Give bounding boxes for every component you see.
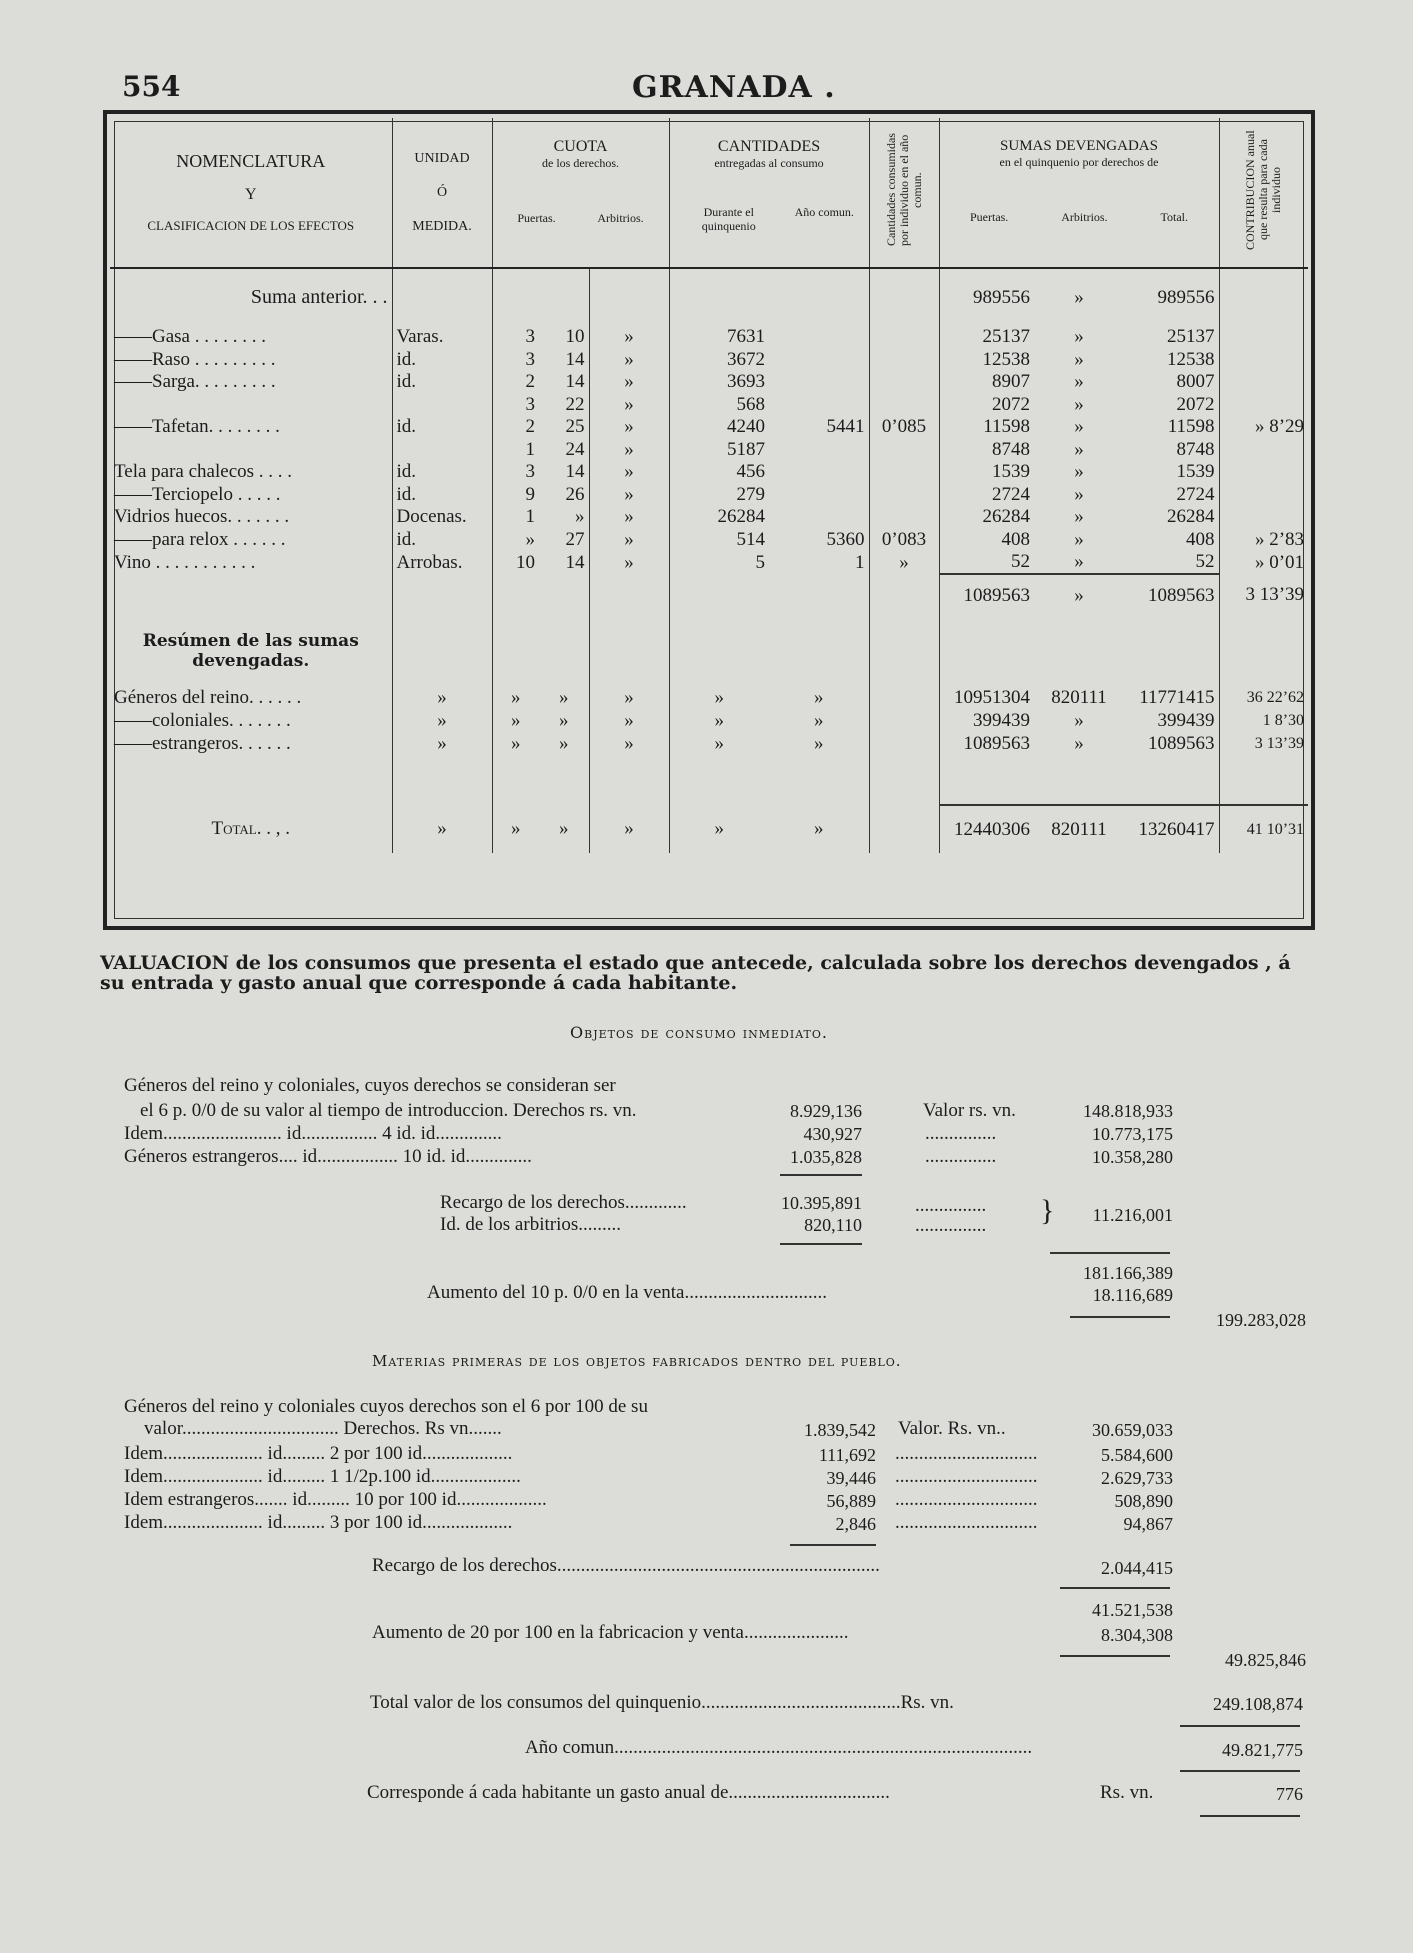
table-cell: ——estrangeros. . . . . .: [110, 732, 392, 755]
table-cell: 820111: [1051, 686, 1107, 708]
table-cell: Docenas.: [392, 506, 492, 529]
table-row: [110, 506, 1308, 529]
table-cell: »: [869, 551, 939, 574]
table-cell: id.: [392, 371, 492, 394]
materias-cell: ..............................: [895, 1489, 1038, 1510]
text-line: Recargo de los derechos.............: [440, 1192, 687, 1213]
value: 49.825,846: [1225, 1650, 1306, 1670]
table-cell: »: [714, 732, 725, 754]
header-nomenclatura: NOMENCLATURA Y CLASIFICACION DE LOS EFECTOS: [110, 118, 392, 268]
valuacion-title: VALUACION de los consumos que presenta el estado que antecede, calculada sobre los derechos devengados , á su entrada y gasto anual que corresponde á cada habitante.: [100, 952, 1291, 994]
table-cell: 4240: [727, 416, 766, 438]
row-suma-anterior: Suma anterior. . . 989556 » 989556: [110, 268, 1308, 326]
table-cell: 7631: [727, 326, 766, 348]
table-cell: 2: [525, 371, 535, 393]
table-cell: 3: [525, 326, 535, 348]
table-cell: »: [511, 709, 521, 731]
table-cell: »: [392, 732, 492, 755]
materias-cell: Idem..................... id......... 1 1/2p.100 id...................: [124, 1466, 521, 1487]
table-cell: »: [525, 528, 535, 550]
table-cell: [769, 461, 869, 484]
table-row: [110, 461, 1308, 484]
table-cell: id.: [392, 416, 492, 439]
table-cell: 5187: [727, 438, 766, 460]
table-cell: 1539: [1124, 461, 1219, 484]
table-cell: [1219, 484, 1308, 507]
text-line: Año comun........................................................................................: [525, 1737, 1033, 1758]
table-cell: »: [511, 732, 521, 754]
text-line: Recargo de los derechos....................................................................: [372, 1555, 880, 1576]
value: 41.521,538: [1092, 1600, 1173, 1620]
value: 30.659,033: [1092, 1420, 1173, 1440]
table-cell: [869, 371, 939, 394]
table-cell: [1219, 371, 1308, 394]
table-cell: 27: [539, 529, 589, 552]
value: 8.304,308: [1101, 1625, 1173, 1645]
table-cell: 0’083: [869, 529, 939, 552]
table-cell: [869, 439, 939, 462]
text-line: Aumento de 20 por 100 en la fabricacion y venta......................: [372, 1622, 849, 1643]
value: 18.116,689: [1092, 1285, 1173, 1305]
table-cell: 10: [539, 326, 589, 349]
resumen-row: [110, 732, 1308, 755]
table-cell: 26284: [982, 506, 1031, 528]
value: 820,110: [804, 1215, 862, 1235]
table-cell: 12538: [1124, 349, 1219, 372]
text-line: Géneros estrangeros.... id................. 10 id. id..............: [124, 1146, 532, 1167]
table-cell: »: [589, 416, 669, 439]
table-cell: »: [392, 709, 492, 732]
table-cell: 1 8’30: [1262, 711, 1305, 729]
materias-cell: Idem..................... id......... 2 por 100 id...................: [124, 1443, 513, 1464]
table-row: [110, 326, 1308, 349]
header-cantidades-individuo: Cantidades consumidas por individuo en el año comun.: [869, 118, 939, 268]
table-row: [110, 529, 1308, 552]
table-cell: [769, 439, 869, 462]
table-cell: 3693: [727, 371, 766, 393]
table-cell: [769, 506, 869, 529]
table-cell: 3: [525, 348, 535, 370]
table-cell: 11598: [1124, 416, 1219, 439]
document-page: 554 GRANADA . NOMENCLATURA Y CLASIFICACION DE LOS EFECTOS UNIDAD Ó MEDIDA. CUOTA de los derechos. Puertas. Arbitrios. CANTIDADES entregadas al consumo Durante el quinquenio Año comun. Cantidades consumidas por individuo en el año comun. SUMAS DEVENGADAS en el quinquenio por derechos de Puertas. Arbitrios. Total. CONTRIBUCION anual que resulta para cada individuo Suma anterior. . . 989556 » 989556 ——Gasa . . . . . . . . Varas. 3 10 » 7631 25137 » 25137 ——Raso . . . . . . . . . id. 3 14 » 3672 12538 » 12538 ——Sarga. . . . . . . . . id. 2 14 » 3693 8907 » 8007 3 22 » 568 2072 » 2072 ——Tafetan. . . . . . . . id. 2 25 » 4240 5441 0’085 11598 » 11598 » 8’29 1 24 » 5187 8748 » 8748 Tela para chalecos . . . . id. 3 14 » 456 1539 » 1539 ——Terciopelo . . . . . id. 9 26 » 279 2724 » 2724 Vidrios huecos. . . . . . . Docenas. 1 » » 26284 26284 » 26284 ——para relox . . . . . . id. » 27 » 514 5360 0’083 408 » 408 » 2’83 Vino . . . . . . . . . . . Arrobas. 10 14 » 5 1 » 52 » 52 » 0’01 1089563 » 1089563 3 13’39 Resúmen de las sumas devengadas. Géneros del reino. . . . . . » » » » » » 10951304 820111 11771415 36 22’62 ——coloniales. . . . . . . » » » » » » 399439 » 399439 1 8’30 ——estrangeros. . . . . . » » » » » » 1089563 » 1089563 3 13’39 Total. . , . » » » » » » 12440306 820111 13260417 41 10’31 VALUACION de los consumos que presenta el estado que antecede, calculada sobre los derechos devengados , á su entrada y gasto anual que corresponde á cada habitante. Objetos de consumo inmediato. Géneros del reino y coloniales, cuyos derechos se consideran ser el 6 p. 0/0 de su valor al tiempo de introduccion. Derechos rs. vn. 8.929,136 Valor rs. vn. 148.818,933 Idem......................... id................ 4 id. id.............. 430,927 ............... 10.773,175 Géneros estrangeros.... id................. 10 id. id.............. 1.035,828 ............... 10.358,280 Recargo de los derechos............. 10.395,891 Id. de los arbitrios......... 820,110 ............... ............... } 11.216,001 181.166,389 Aumento del 10 p. 0/0 en la venta.............................. 18.116,689 199.283,028 Materias primeras de los objetos fabricados dentro del pueblo. Géneros del reino y coloniales cuyos derechos son el 6 por 100 de su valor................................. Derechos. Rs vn....... 1.839,542 Valor. Rs. vn.. 30.659,033 Idem..................... id......... 2 por 100 id................... 111,692 .............................. 5.584,600 Idem..................... id......... 1 1/2p.100 id................... 39,446 .............................. 2.629,733 Idem estrangeros....... id......... 10 por 100 id................... 56,889 .............................. 508,890 Idem..................... id......... 3 por 100 id................... 2,846 .............................. 94,867 Recargo de los derechos.................................................................... 2.044,415 41.521,538 Aumento de 20 por 100 en la fabricacion y venta...................... 8.304,308 49.825,846 Total valor de los consumos del quinquenio..........................................Rs. vn. 249.108,874 Año comun........................................................................................ 49.821,775 Corresponde á cada habitante un gasto anual de.................................. Rs. vn. 776: [0, 0, 1413, 1953]
table-cell: 8007: [1124, 371, 1219, 394]
table-cell: »: [539, 686, 589, 709]
table-cell: 3: [525, 393, 535, 415]
table-cell: »: [1074, 416, 1084, 438]
table-cell: »: [589, 732, 669, 755]
table-cell: [110, 394, 392, 417]
table-cell: »: [392, 686, 492, 709]
table-cell: 52: [1124, 551, 1219, 574]
table-row: [110, 349, 1308, 372]
table-cell: »: [589, 461, 669, 484]
materias-cell: 56,889: [826, 1491, 876, 1511]
table-cell: 408: [1124, 529, 1219, 552]
table-row: [110, 394, 1308, 417]
table-cell: » 2’83: [1254, 528, 1305, 550]
table-cell: [869, 461, 939, 484]
table-cell: 1539: [992, 461, 1031, 483]
table-cell: 2724: [992, 483, 1031, 505]
value: 148.818,933: [1083, 1101, 1173, 1121]
table-cell: »: [1074, 461, 1084, 483]
table-cell: Tela para chalecos . . . .: [110, 461, 392, 484]
table-cell: ——Tafetan. . . . . . . .: [110, 416, 392, 439]
text-line: Valor rs. vn.: [923, 1100, 1016, 1121]
row-resumen-title: Resúmen de las sumas devengadas.: [110, 616, 1308, 686]
value: 49.821,775: [1222, 1740, 1303, 1760]
table-cell: [110, 439, 392, 462]
table-cell: Arrobas.: [392, 551, 492, 574]
section-materias-primeras: Materias primeras de los objetos fabricados dentro del pueblo.: [372, 1352, 902, 1370]
header-cantidades: CANTIDADES entregadas al consumo Durante el quinquenio Año comun.: [669, 118, 869, 268]
table-cell: 3 13’39: [1254, 734, 1305, 752]
table-cell: 10: [516, 551, 535, 573]
table-cell: »: [589, 439, 669, 462]
table-row: [110, 416, 1308, 439]
table-cell: »: [1074, 348, 1084, 370]
table-cell: 14: [539, 349, 589, 372]
table-cell: [769, 371, 869, 394]
table-cell: »: [589, 394, 669, 417]
table-cell: [1219, 461, 1308, 484]
table-cell: 8748: [992, 438, 1031, 460]
table-cell: Vino . . . . . . . . . . .: [110, 551, 392, 574]
table-cell: 408: [1001, 528, 1031, 550]
consumption-table: [110, 118, 1308, 853]
table-cell: 11771415: [1124, 686, 1219, 709]
table-cell: »: [1074, 551, 1084, 572]
text-line: Rs. vn.: [1100, 1782, 1154, 1803]
text-line: el 6 p. 0/0 de su valor al tiempo de introduccion. Derechos rs. vn.: [140, 1100, 637, 1121]
table-cell: 279: [736, 483, 766, 505]
table-cell: 14: [539, 461, 589, 484]
value: 181.166,389: [1083, 1263, 1173, 1283]
table-cell: »: [714, 686, 725, 708]
text-line: Géneros del reino y coloniales, cuyos derechos se consideran ser: [124, 1075, 616, 1096]
table-cell: 26284: [717, 506, 766, 528]
table-cell: 5: [755, 551, 766, 573]
table-cell: 10951304: [954, 686, 1031, 708]
table-cell: 568: [736, 393, 766, 415]
table-cell: »: [539, 506, 589, 529]
dots: ...............: [915, 1195, 987, 1216]
dots: ...............: [925, 1146, 997, 1167]
table-cell: 26: [539, 484, 589, 507]
table-cell: 5360: [769, 529, 869, 552]
text-line: Idem......................... id................ 4 id. id..............: [124, 1123, 502, 1144]
table-cell: ——Gasa . . . . . . . .: [110, 326, 392, 349]
table-cell: 1: [769, 551, 869, 574]
header-contribucion: CONTRIBUCION anual que resulta para cada individuo: [1219, 118, 1308, 268]
table-cell: »: [539, 709, 589, 732]
materias-cell: 94,867: [1123, 1514, 1173, 1534]
value: 10.395,891: [781, 1193, 862, 1213]
value: 8.929,136: [790, 1101, 862, 1121]
table-cell: 14: [539, 551, 589, 574]
resumen-row: [110, 686, 1308, 709]
table-cell: [869, 484, 939, 507]
header-cuota: CUOTA de los derechos. Puertas. Arbitrios.: [492, 118, 669, 268]
value: 11.216,001: [1092, 1205, 1173, 1225]
materias-cell: Idem estrangeros....... id......... 10 por 100 id...................: [124, 1489, 547, 1510]
table-cell: »: [539, 732, 589, 755]
table-cell: 25137: [982, 326, 1031, 348]
table-cell: 8907: [992, 371, 1031, 393]
table-cell: [1219, 349, 1308, 372]
table-cell: ——coloniales. . . . . . .: [110, 709, 392, 732]
table-cell: [869, 709, 939, 732]
materias-cell: 508,890: [1114, 1491, 1173, 1511]
table-cell: »: [511, 686, 521, 708]
table-cell: 514: [736, 528, 766, 550]
table-cell: 2072: [992, 393, 1031, 415]
resumen-row: [110, 709, 1308, 732]
value: 430,927: [803, 1124, 862, 1144]
table-cell: 52: [1011, 551, 1031, 572]
table-cell: [869, 394, 939, 417]
text-line: Aumento del 10 p. 0/0 en la venta..............................: [427, 1282, 827, 1303]
table-cell: [869, 349, 939, 372]
materias-cell: 39,446: [826, 1468, 876, 1488]
table-cell: »: [769, 732, 869, 755]
table-cell: »: [769, 709, 869, 732]
table-cell: id.: [392, 484, 492, 507]
table-cell: 5441: [769, 416, 869, 439]
table-cell: [869, 732, 939, 755]
materias-cell: 2.629,733: [1101, 1468, 1173, 1488]
table-cell: 3: [525, 461, 535, 483]
table-cell: »: [1074, 732, 1084, 754]
table-cell: ——Sarga. . . . . . . . .: [110, 371, 392, 394]
table-cell: [869, 326, 939, 349]
resumen-body: [110, 686, 1308, 755]
table-cell: 25: [539, 416, 589, 439]
table-cell: id.: [392, 461, 492, 484]
table-cell: [769, 326, 869, 349]
table-cell: [769, 394, 869, 417]
value: 1.035,828: [790, 1147, 862, 1167]
section-consumo-inmediato: Objetos de consumo inmediato.: [570, 1023, 828, 1042]
table-cell: »: [1074, 528, 1084, 550]
table-cell: id.: [392, 349, 492, 372]
text-line: Géneros del reino y coloniales cuyos derechos son el 6 por 100 de su: [124, 1396, 648, 1417]
value: 2.044,415: [1101, 1558, 1173, 1578]
table-cell: ——Raso . . . . . . . . .: [110, 349, 392, 372]
row-total: Total. . , . » » » » » » 12440306 820111 13260417 41 10’31: [110, 805, 1308, 853]
page-title: GRANADA .: [632, 70, 836, 105]
row-spacer: [110, 755, 1308, 805]
table-cell: »: [589, 349, 669, 372]
page-number: 554: [122, 70, 181, 103]
header-unidad: UNIDAD Ó MEDIDA.: [392, 118, 492, 268]
table-cell: 1089563: [1124, 732, 1219, 755]
text-line: valor................................. Derechos. Rs vn.......: [144, 1418, 502, 1439]
table-cell: 1: [525, 438, 535, 460]
table-cell: 25137: [1124, 326, 1219, 349]
table-cell: id.: [392, 529, 492, 552]
table-cell: »: [1074, 506, 1084, 528]
text-line: Corresponde á cada habitante un gasto anual de..................................: [367, 1782, 890, 1803]
header-sumas: SUMAS DEVENGADAS en el quinquenio por derechos de Puertas. Arbitrios. Total.: [939, 118, 1219, 268]
table-cell: 2072: [1124, 394, 1219, 417]
table-cell: »: [1074, 483, 1084, 505]
table-cell: 36 22’62: [1246, 688, 1305, 706]
materias-cell: ..............................: [895, 1443, 1038, 1464]
table-cell: »: [1074, 709, 1084, 731]
table-cell: »: [769, 686, 869, 709]
table-cell: 399439: [1124, 709, 1219, 732]
materias-cell: Idem..................... id......... 3 por 100 id...................: [124, 1512, 513, 1533]
table-cell: »: [589, 709, 669, 732]
table-cell: 14: [539, 371, 589, 394]
table-cell: Vidrios huecos. . . . . . .: [110, 506, 392, 529]
table-cell: »: [589, 506, 669, 529]
materias-cell: 2,846: [835, 1514, 876, 1534]
table-cell: »: [589, 371, 669, 394]
table-cell: [1219, 394, 1308, 417]
table-cell: » 8’29: [1254, 416, 1305, 438]
table-cell: 11598: [983, 416, 1031, 438]
table-cell: »: [1074, 393, 1084, 415]
table-cell: »: [1074, 326, 1084, 348]
table-cell: [392, 439, 492, 462]
table-cell: [769, 349, 869, 372]
table-cell: 2724: [1124, 484, 1219, 507]
table-cell: 26284: [1124, 506, 1219, 529]
value: 776: [1276, 1784, 1303, 1804]
table-cell: 1089563: [963, 732, 1031, 754]
table-cell: »: [589, 484, 669, 507]
table-cell: ——para relox . . . . . .: [110, 529, 392, 552]
table-cell: »: [1074, 371, 1084, 393]
text-line: Id. de los arbitrios.........: [440, 1214, 622, 1235]
value: 199.283,028: [1216, 1310, 1306, 1330]
table-cell: ——Terciopelo . . . . .: [110, 484, 392, 507]
table-cell: [869, 506, 939, 529]
table-cell: »: [1074, 438, 1084, 460]
dots: ...............: [915, 1215, 987, 1236]
table-cell: 3672: [727, 348, 766, 370]
dots: ...............: [925, 1123, 997, 1144]
table-cell: »: [714, 709, 725, 731]
table-cell: »: [589, 551, 669, 574]
table-row: [110, 484, 1308, 507]
table-cell: »: [589, 326, 669, 349]
value: 1.839,542: [804, 1420, 876, 1440]
materias-cell: 111,692: [818, 1445, 876, 1465]
text-line: Total valor de los consumos del quinquenio..........................................Rs. vn.: [370, 1692, 954, 1713]
table-cell: 8748: [1124, 439, 1219, 462]
table-body: [110, 326, 1308, 574]
table-cell: 456: [736, 461, 766, 483]
table-cell: 1: [525, 506, 535, 528]
table-cell: Varas.: [392, 326, 492, 349]
value: 10.773,175: [1092, 1124, 1173, 1144]
table-cell: » 0’01: [1254, 551, 1305, 573]
table-cell: »: [589, 529, 669, 552]
table-cell: Géneros del reino. . . . . .: [110, 686, 392, 709]
value: 249.108,874: [1213, 1694, 1303, 1714]
table-cell: [869, 686, 939, 709]
table-cell: [1219, 506, 1308, 529]
table-row: [110, 551, 1308, 574]
row-subtotal: 1089563 » 1089563 3 13’39: [110, 574, 1308, 616]
table-cell: 12538: [982, 348, 1031, 370]
table-cell: 24: [539, 439, 589, 462]
text-line: Valor. Rs. vn..: [898, 1418, 1006, 1439]
materias-cell: 5.584,600: [1101, 1445, 1173, 1465]
table-cell: [769, 484, 869, 507]
table-row: [110, 439, 1308, 462]
table-row: [110, 371, 1308, 394]
table-cell: [1219, 326, 1308, 349]
materias-cell: ..............................: [895, 1466, 1038, 1487]
table-cell: 0’085: [869, 416, 939, 439]
value: 10.358,280: [1092, 1147, 1173, 1167]
table-cell: [392, 394, 492, 417]
table-cell: 399439: [973, 709, 1031, 731]
table-cell: 9: [525, 483, 535, 505]
table-cell: »: [589, 686, 669, 709]
table-cell: [1219, 439, 1308, 462]
table-cell: 2: [525, 416, 535, 438]
table-cell: 22: [539, 394, 589, 417]
materias-cell: ..............................: [895, 1512, 1038, 1533]
